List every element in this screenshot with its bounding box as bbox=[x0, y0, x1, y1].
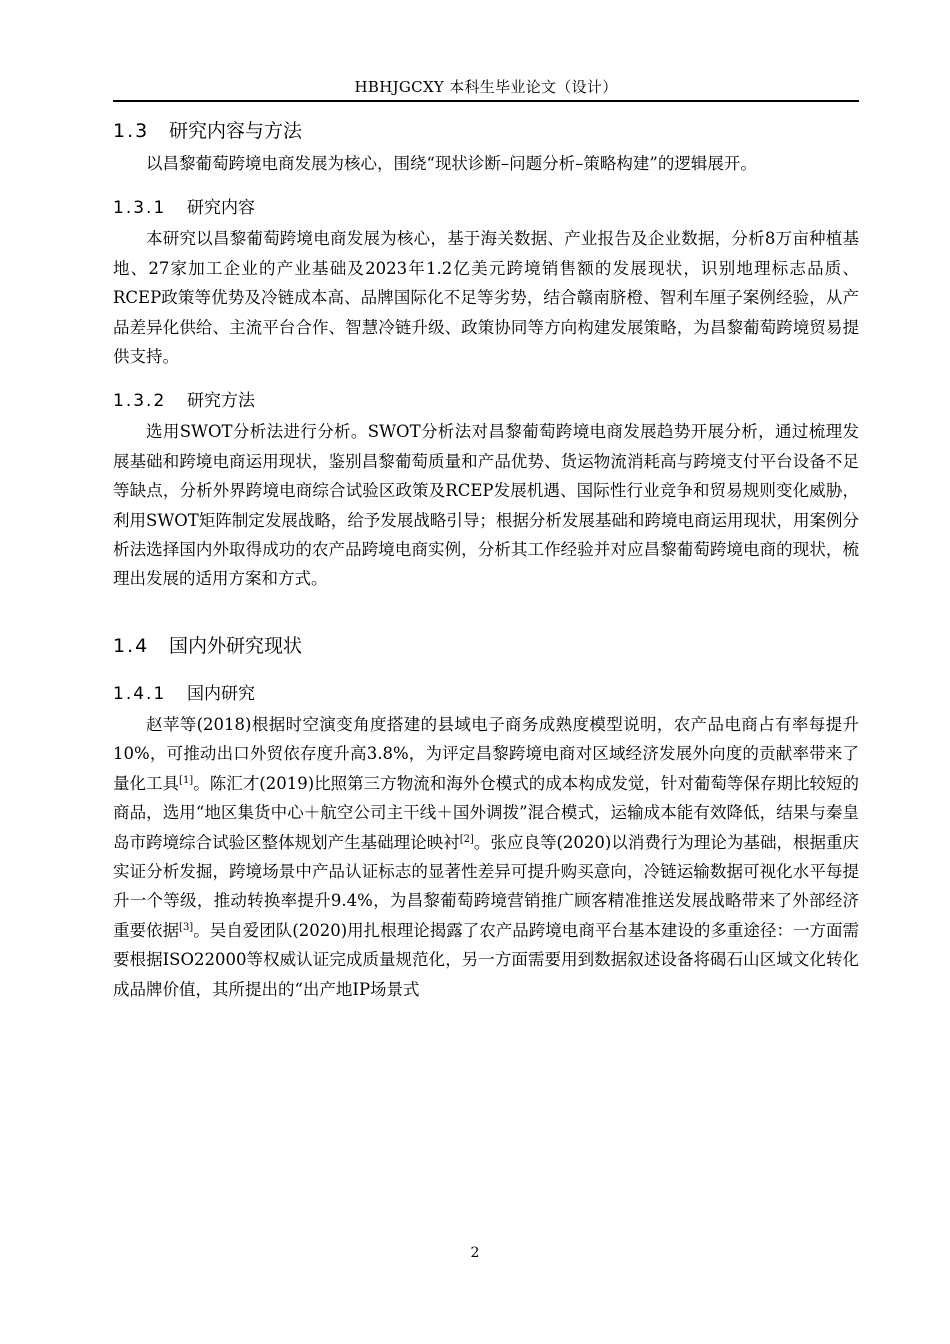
section-number: 1.3 bbox=[113, 120, 150, 142]
text-segment: 。吴自爱团队(2020)用扎根理论揭露了农产品跨境电商平台基本建设的多重途径：一方面需要根据ISO22000等权威认证完成质量规范化，另一方面需要用到数据叙述设备将碣石山区域文化转化成品牌价值，其所提出的“出产地IP场景式 bbox=[113, 920, 859, 999]
section-heading-1-4 bbox=[113, 628, 859, 664]
text-segment: 。陈汇才(2019)比照第三方物流和海外仓模式的成本构成发觉，针对葡萄等保存期比较短的商品，选用“地区集货中心＋航空公司主干线＋国外调拨”混合模式，运输成本能有效降低，结果与秦皇岛市跨境综合试验区整体规划产生基础理论映衬 bbox=[113, 773, 859, 852]
section-title: 研究方法 bbox=[187, 391, 255, 412]
section-number: 1.4.1 bbox=[113, 683, 167, 704]
page-header: HBHJGCXY 本科生毕业论文（设计） bbox=[354, 78, 618, 96]
section-title: 研究内容 bbox=[187, 198, 255, 219]
section-heading-1-4-1 bbox=[113, 678, 859, 710]
paragraph-domestic-research bbox=[113, 710, 859, 1004]
text-segment: 。张应良等(2020)以消费行为理论为基础，根据重庆实证分析发掘，跨境场景中产品认证标志的显著性差异可提升购买意向，冷链运输数据可视化水平每提升一个等级，推动转换率提升9.4%，为昌黎葡萄跨境营销推广顾客精准推送发展战略带来了外部经济重要依据 bbox=[113, 832, 859, 940]
section-number: 1.3.2 bbox=[113, 391, 167, 412]
section-number: 1.4 bbox=[113, 634, 150, 657]
paragraph-intro: 以昌黎葡萄跨境电商发展为核心，围绕“现状诊断–问题分析–策略构建”的逻辑展开。 bbox=[146, 154, 757, 173]
citation-ref-1[interactable]: [1] bbox=[179, 774, 194, 786]
section-heading-1-3-2 bbox=[113, 385, 859, 417]
citation-ref-3[interactable]: [3] bbox=[179, 921, 194, 933]
section-heading-1-3 bbox=[113, 113, 859, 149]
header-rule bbox=[113, 100, 859, 102]
section-number: 1.3.1 bbox=[113, 198, 167, 219]
section-title: 研究内容与方法 bbox=[169, 120, 303, 142]
paragraph-research-content: 本研究以昌黎葡萄跨境电商发展为核心，基于海关数据、产业报告及企业数据，分析8万亩种植基地、27家加工企业的产业基础及2023年1.2亿美元跨境销售额的发展现状，识别地理标志品质、RCEP政策等优势及冷链成本高、品牌国际化不足等劣势，结合赣南脐橙、智利车厘子案例经验，从产品差异化供给、主流平台合作、智慧冷链升级、政策协同等方向构建发展策略，为昌黎葡萄跨境贸易提供支持。 bbox=[113, 229, 859, 367]
section-heading-1-3-1 bbox=[113, 192, 859, 224]
text-segment: 赵苹等(2018)根据时空演变角度搭建的县域电子商务成熟度模型说明，农产品电商占有率每提升10%，可推动出口外贸依存度升高3.8%，为评定昌黎跨境电商对区域经济发展外向度的贡献率带来了量化工具 bbox=[113, 714, 859, 793]
paragraph-research-method: 选用SWOT分析法进行分析。SWOT分析法对昌黎葡萄跨境电商发展趋势开展分析，通过梳理发展基础和跨境电商运用现状，鉴别昌黎葡萄质量和产品优势、货运物流消耗高与跨境支付平台设备不足等缺点，分析外界跨境电商综合试验区政策及RCEP发展机遇、国际性行业竞争和贸易规则变化威胁，利用SWOT矩阵制定发展战略，给予发展战略引导；根据分析发展基础和跨境电商运用现状，用案例分析法选择国内外取得成功的农产品跨境电商实例，分析其工作经验并对应昌黎葡萄跨境电商的现状，梳理出发展的适用方案和方式。 bbox=[113, 422, 859, 589]
citation-ref-2[interactable]: [2] bbox=[459, 833, 474, 845]
section-title: 国内研究 bbox=[187, 683, 255, 704]
section-title: 国内外研究现状 bbox=[169, 634, 303, 657]
page-number: 2 bbox=[470, 1245, 480, 1261]
page-content bbox=[113, 113, 859, 1004]
